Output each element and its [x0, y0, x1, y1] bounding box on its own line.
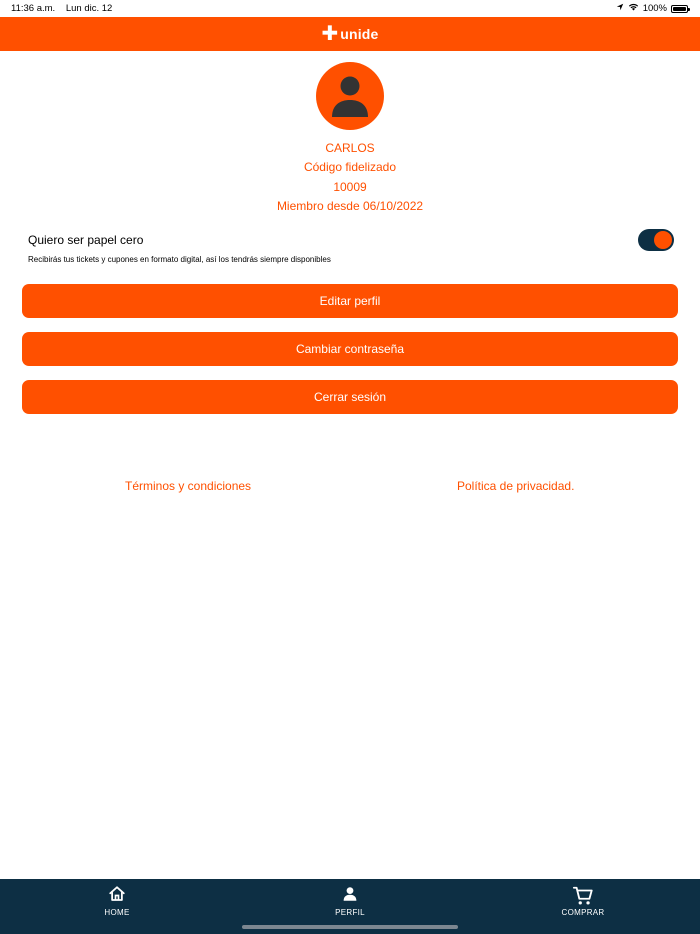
person-icon	[341, 885, 359, 903]
change-password-button[interactable]: Cambiar contraseña	[22, 332, 678, 366]
location-icon	[616, 3, 624, 14]
battery-icon	[671, 5, 688, 13]
nav-profile-label: PERFIL	[335, 908, 365, 917]
privacy-link[interactable]: Política de privacidad.	[457, 479, 575, 493]
loyalty-code: 10009	[333, 180, 367, 194]
app-header	[0, 17, 700, 51]
member-since: Miembro desde 06/10/2022	[276, 199, 424, 213]
home-icon	[108, 885, 126, 903]
avatar	[316, 62, 384, 130]
toggle-knob	[654, 231, 672, 249]
logo-text: unide	[340, 26, 379, 42]
wifi-icon	[628, 3, 639, 14]
user-name: CARLOS	[325, 141, 375, 155]
home-indicator	[242, 925, 458, 929]
nav-home[interactable]	[72, 885, 162, 917]
nav-profile[interactable]	[305, 885, 395, 917]
nav-shop[interactable]	[538, 885, 628, 917]
battery-percent: 100%	[642, 3, 667, 14]
paper-zero-title: Quiero ser papel cero	[28, 233, 144, 247]
cart-icon	[572, 885, 594, 907]
status-date: Lun dic. 12	[65, 3, 113, 14]
status-bar	[0, 0, 700, 17]
loyalty-code-label: Código fidelizado	[303, 160, 397, 174]
logout-button[interactable]: Cerrar sesión	[22, 380, 678, 414]
nav-home-label: HOME	[104, 908, 130, 917]
paper-zero-toggle[interactable]	[638, 229, 674, 251]
paper-zero-description: Recibirás tus tickets y cupones en formato digital, así los tendrás siempre disponibles	[28, 255, 331, 264]
edit-profile-button[interactable]: Editar perfil	[22, 284, 678, 318]
brand-logo	[321, 24, 378, 44]
nav-shop-label: COMPRAR	[561, 908, 605, 917]
plus-icon: ✚	[321, 23, 339, 45]
terms-link[interactable]: Términos y condiciones	[125, 479, 252, 493]
user-icon	[316, 62, 384, 130]
status-time: 11:36 a.m.	[11, 3, 56, 14]
